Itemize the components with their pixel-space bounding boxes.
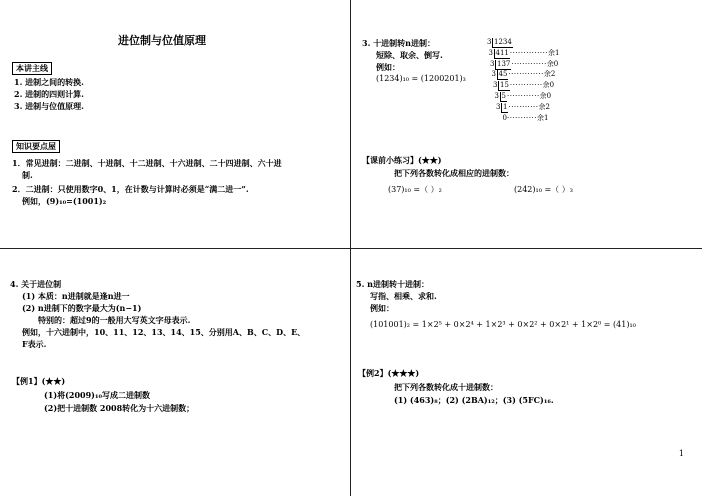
- point-1-line-2: 制.: [22, 170, 33, 180]
- division-row: [495, 92, 552, 102]
- division-leader-dots: ···········: [508, 102, 539, 111]
- division-remainder: 余1: [536, 113, 549, 122]
- mainline-item-1: 1. 进制之间的转换.: [14, 77, 84, 87]
- example-2-text: 把下列各数转化成十进制数：: [394, 382, 498, 392]
- division-row: [490, 60, 558, 70]
- division-leader-dots: ··············: [509, 48, 549, 57]
- item-3-example-label: 例如：: [376, 62, 400, 72]
- division-divisor: 3: [488, 48, 493, 57]
- division-row: [492, 70, 556, 80]
- page-number: 1: [678, 449, 684, 458]
- example-2-label: 【例2】(★★★): [358, 368, 420, 378]
- division-quotient: 15: [500, 81, 509, 90]
- division-leader-dots: ·············: [508, 70, 544, 79]
- division-leader-dots: ············: [506, 92, 540, 100]
- division-row: [493, 81, 554, 91]
- division-divisor: 3: [494, 92, 499, 100]
- item-4-p1: (1) 本质：n进制就是逢n进一: [22, 291, 130, 301]
- horizontal-divider: [0, 248, 702, 249]
- division-quotient: 45: [498, 70, 508, 79]
- division-row: [487, 38, 513, 48]
- item-3-method: 短除、取余、倒写.: [376, 50, 443, 60]
- division-quotient: 137: [497, 59, 511, 68]
- point-2: 2．二进制：只使用数字0、1，在计数与计算时必须是“满二进一”.: [12, 184, 249, 194]
- division-remainder: 余0: [546, 59, 559, 68]
- division-quotient: 411: [495, 48, 509, 57]
- point-1-line-1: 1．常见进制：二进制、十进制、十二进制、十六进制、二十四进制、六十进: [12, 158, 282, 168]
- item-4-p2: (2) n进制下的数字最大为(n−1): [22, 303, 142, 313]
- division-leader-dots: ···········: [506, 113, 537, 122]
- division-divisor: 3: [491, 70, 496, 79]
- division-quotient: 5: [501, 92, 506, 100]
- item-3-example-equation: (1234)₁₀ = (1200201)₃: [376, 74, 466, 83]
- division-remainder: 余1: [548, 48, 560, 57]
- section-heading-knowledge: 知识要点屋: [12, 140, 60, 153]
- item-5-title: 5. n进制转十进制：: [356, 279, 429, 289]
- mainline-item-2: 2. 进制的四则计算.: [14, 89, 84, 99]
- division-row: [498, 114, 549, 123]
- practice-a: (37)₁₀ =（ ）₂: [388, 185, 442, 194]
- item-5-method: 写指、相乘、求和.: [370, 291, 437, 301]
- division-remainder: 余0: [542, 81, 555, 90]
- item-5-example-equation: (101001)₂ = 1×2⁵ + 0×2⁴ + 1×2³ + 0×2² + 0×2¹ + 1×2⁰ = (41)₁₀: [370, 320, 636, 329]
- division-remainder: 余0: [539, 92, 552, 100]
- item-4-p4-line-1: 例如，十六进制中，10、11、12、13、14、15、分别用A、B、C、D、E、: [22, 327, 306, 337]
- example-2-items: (1) (463)₈；(2) (2BA)₁₂；(3) (5FC)₁₆.: [394, 395, 554, 405]
- division-remainder: 余2: [538, 102, 550, 111]
- division-remainder: 余2: [543, 70, 556, 79]
- item-3-title: 3. 十进制转n进制：: [362, 38, 435, 48]
- division-leader-dots: ············: [509, 81, 543, 90]
- division-divisor: 3: [490, 59, 495, 68]
- division-row: [496, 103, 550, 113]
- division-leader-dots: ·············: [511, 59, 547, 68]
- example-1-label: 【例1】(★★): [12, 376, 66, 386]
- practice-text: 把下列各数转化成相应的进制数：: [394, 168, 514, 178]
- page-title: 进位制与位值原理: [118, 34, 206, 47]
- division-divisor: 3: [493, 81, 498, 90]
- practice-label: 【课前小练习】(★★): [362, 155, 442, 165]
- division-divisor: 3: [487, 38, 492, 46]
- division-quotient: 0: [502, 113, 507, 122]
- division-quotient: 1: [503, 102, 508, 111]
- item-5-example-label: 例如：: [370, 303, 394, 313]
- division-divisor: 3: [496, 102, 501, 111]
- example-1-b: (2)把十进制数 2008转化为十六进制数；: [44, 403, 195, 413]
- division-row: [489, 49, 560, 59]
- item-4-p3: 特别的：超过9的一般用大写英文字母表示.: [38, 315, 191, 325]
- point-2-example: 例如，(9)₁₀=(1001)₂: [22, 196, 107, 206]
- example-1-a: (1)将(2009)₁₀写成二进制数: [44, 390, 150, 400]
- section-heading-mainline: 本讲主线: [12, 62, 52, 75]
- practice-b: (242)₁₀ =（ ）₃: [514, 185, 573, 194]
- mainline-item-3: 3. 进制与位值原理.: [14, 101, 84, 111]
- division-quotient: 1234: [494, 38, 512, 46]
- item-4-p4-line-2: F表示.: [22, 339, 47, 349]
- item-4-title: 4. 关于进位制: [10, 279, 62, 289]
